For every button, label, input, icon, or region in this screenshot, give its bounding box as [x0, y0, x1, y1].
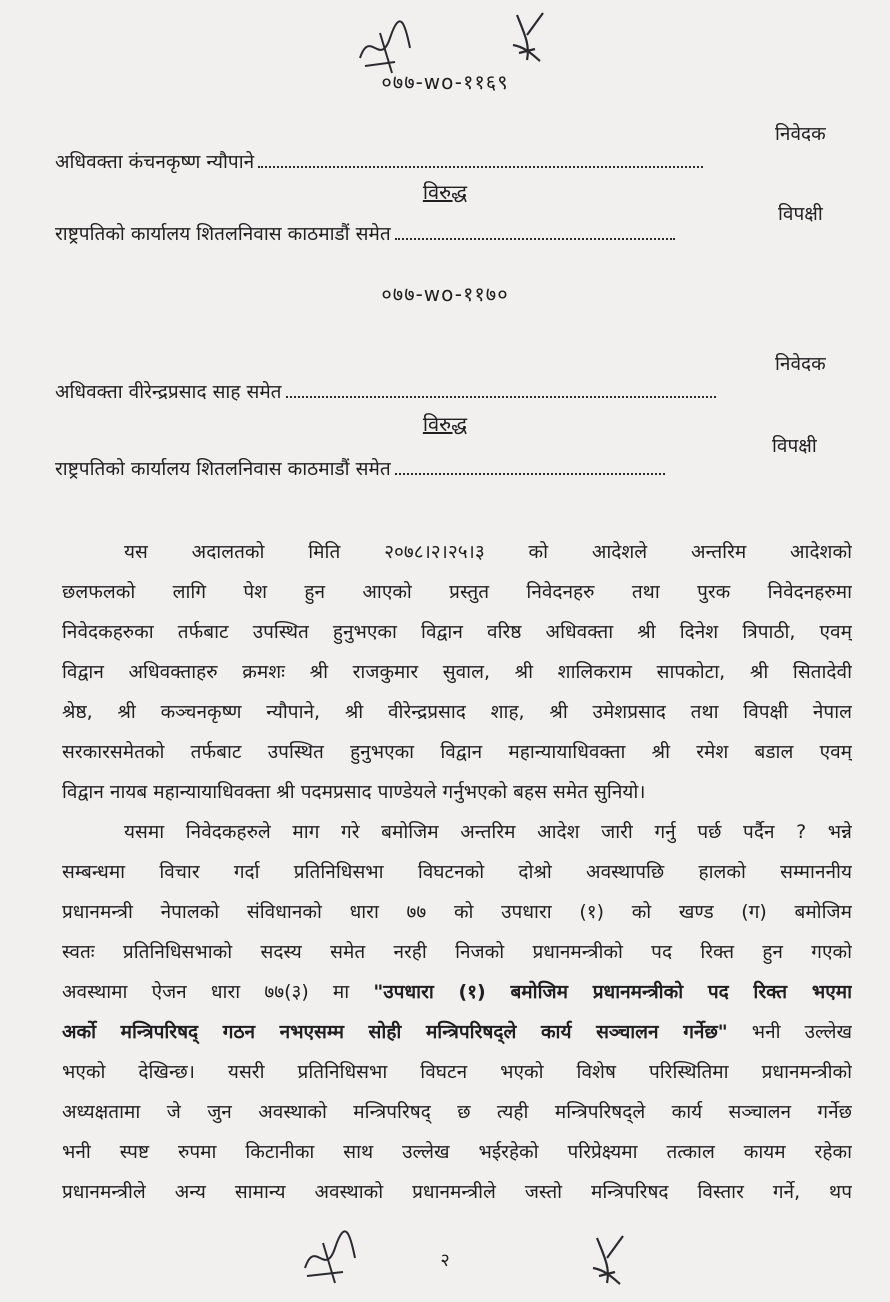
paragraph-line: भनी स्पष्ट रुपमा किटानीका साथ उल्लेख भईरहेको परिप्रेक्ष्यमा तत्काल कायम रहेका [62, 1141, 852, 1163]
case2-respondent [55, 455, 669, 481]
case1-respondent [55, 220, 679, 246]
paragraph-line: प्रधानमन्त्री नेपालको संविधानको धारा ७७ को उपधारा (१) को खण्ड (ग) बमोजिम [62, 901, 852, 923]
case1-petitioner-role: निवेदक [775, 123, 826, 145]
case-number-1: ०७७-wo-११६९ [381, 70, 509, 94]
case2-respondent-role: विपक्षी [772, 435, 817, 457]
paragraph-line: छलफलको लागि पेश हुन आएको प्रस्तुत निवेदनहरु तथा पुरक निवेदनहरुमा [62, 581, 852, 603]
paragraph-line: स्वतः प्रतिनिधिसभाको सदस्य समेत नरही निजको प्रधानमन्त्रीको पद रिक्त हुन गएको [62, 941, 852, 963]
paragraph-line: अध्यक्षतामा जे जुन अवस्थाको मन्त्रिपरिषद् छ त्यही मन्त्रिपरिषद्ले कार्य सञ्चालन गर्नेछ [62, 1101, 852, 1123]
paragraph-line-quote: अर्को मन्त्रिपरिषद् गठन नभएसम्म सोही मन्त्रिपरिषद्ले कार्य सञ्चालन गर्नेछ" भनी उल्लेख [62, 1021, 852, 1043]
body-paragraph-2 [62, 812, 852, 1212]
signature-top-right [505, 5, 555, 65]
paragraph-line: प्रधानमन्त्रीले अन्य सामान्य अवस्थाको प्रधानमन्त्रीले जस्तो मन्त्रिपरिषद विस्तार गर्ने, थप [62, 1181, 852, 1203]
page-number: २ [440, 1250, 450, 1271]
case2-versus: विरुद्ध [422, 412, 468, 436]
signature-bottom-right [585, 1228, 635, 1288]
body-paragraph-1 [62, 532, 852, 812]
case1-petitioner [55, 148, 707, 174]
case-number-2: ०७७-wo-११७० [381, 282, 509, 306]
paragraph-line: भएको देखिन्छ। यसरी प्रतिनिधिसभा विघटन भएको विशेष परिस्थितिमा प्रधानमन्त्रीको [62, 1061, 852, 1083]
paragraph-line: यस अदालतको मिति २०७८।२।२५।३ को आदेशले अन्तरिम आदेशको [124, 541, 852, 563]
paragraph-line: निवेदकहरुका तर्फबाट उपस्थित हुनुभएका विद्वान वरिष्ठ अधिवक्ता श्री दिनेश त्रिपाठी, एवम् [62, 621, 852, 643]
case2-petitioner [55, 378, 720, 404]
paragraph-line: विद्वान अधिवक्ताहरु क्रमशः श्री राजकुमार सुवाल, श्री शालिकराम सापकोटा, श्री सितादेवी [62, 661, 852, 683]
paragraph-line-quote: अवस्थामा ऐजन धारा ७७(३) मा "उपधारा (१) बमोजिम प्रधानमन्त्रीको पद रिक्त भएमा [62, 981, 852, 1003]
paragraph-line: सरकारसमेतको तर्फबाट उपस्थित हुनुभएका विद्वान महान्यायाधिवक्ता श्री रमेश बडाल एवम् [62, 741, 852, 763]
paragraph-line: सम्बन्धमा विचार गर्दा प्रतिनिधिसभा विघटनको दोश्रो अवस्थापछि हालको सम्माननीय [62, 861, 852, 883]
case2-respondent-name: राष्ट्रपतिको कार्यालय शितलनिवास काठमाडौं समेत [55, 458, 391, 480]
case1-respondent-role: विपक्षी [778, 203, 823, 225]
case1-petitioner-name: अधिवक्ता कंचनकृष्ण न्यौपाने [55, 151, 255, 173]
paragraph-line: यसमा निवेदकहरुले माग गरे बमोजिम अन्तरिम आदेश जारी गर्नु पर्छ पर्दैन ? भन्ने [124, 821, 852, 843]
paragraph-line: विद्वान नायब महान्यायाधिवक्ता श्री पदमप्रसाद पाण्डेयले गर्नुभएको बहस समेत सुनियो। [62, 781, 646, 803]
case1-respondent-name: राष्ट्रपतिको कार्यालय शितलनिवास काठमाडौं समेत [55, 223, 391, 245]
case2-petitioner-name: अधिवक्ता वीरेन्द्रप्रसाद साह समेत [55, 381, 282, 403]
case1-versus: विरुद्ध [422, 180, 468, 204]
paragraph-line: श्रेष्ठ, श्री कञ्चनकृष्ण न्यौपाने, श्री वीरेन्द्रप्रसाद शाह, श्री उमेशप्रसाद तथा विपक्षी नेपाल [62, 701, 852, 723]
case2-petitioner-role: निवेदक [775, 353, 826, 375]
